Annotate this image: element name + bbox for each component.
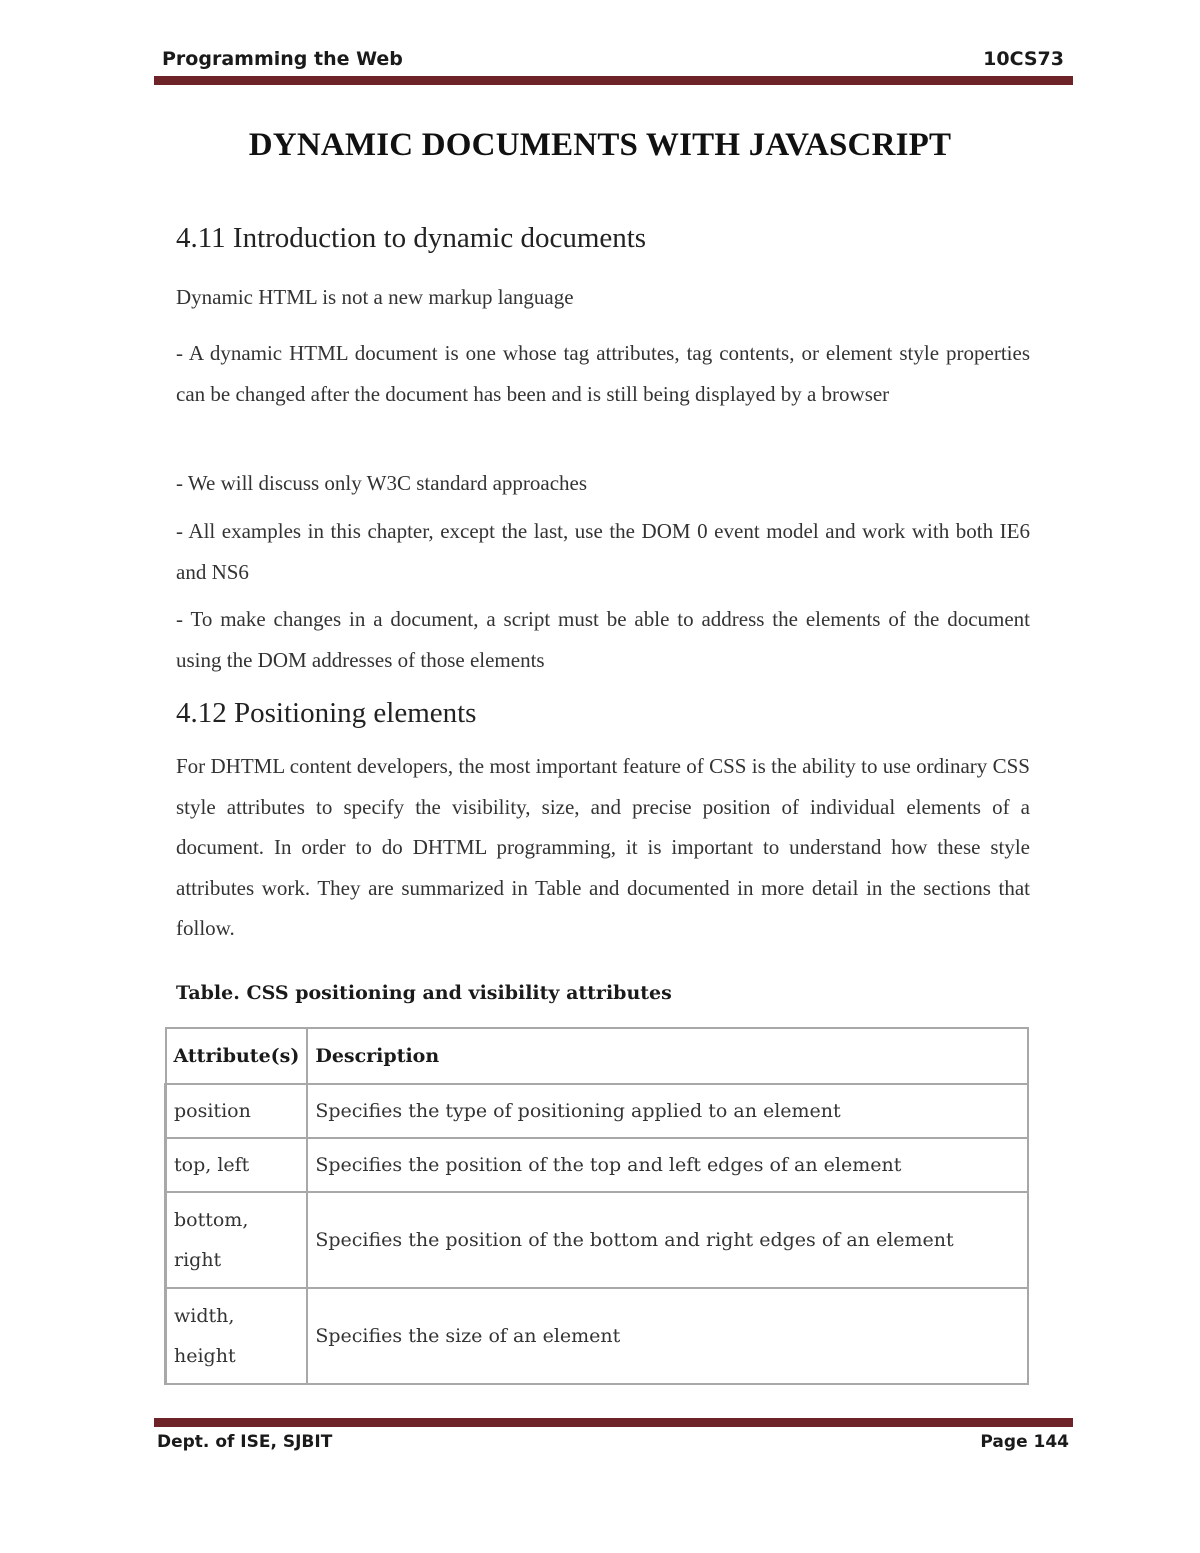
table-row <box>166 1288 1029 1384</box>
table-row <box>166 1192 1029 1288</box>
table-caption: Table. CSS positioning and visibility attributes <box>176 982 672 1004</box>
page-header <box>162 48 1070 74</box>
footer-rule <box>154 1418 1073 1427</box>
intro-lead-text: Dynamic HTML is not a new markup language <box>176 285 574 309</box>
header-rule <box>154 76 1073 85</box>
positioning-paragraph: For DHTML content developers, the most important feature of CSS is the ability to use ordinary CSS style attributes to specify the visibility, size, and precise position of individual elements of a document. In order to do DHTML programming, it is important to understand how these style attributes work. They are summarized in Table and documented in more detail in the sections that follow. <box>176 754 1030 940</box>
attribute-name: right <box>174 1249 222 1271</box>
attribute-cell <box>166 1084 308 1138</box>
section-heading-positioning: 4.12 Positioning elements <box>176 697 477 729</box>
page-number: Page 144 <box>980 1432 1069 1452</box>
attribute-name: position <box>174 1100 251 1122</box>
attribute-name: height <box>174 1345 236 1367</box>
document-title: DYNAMIC DOCUMENTS WITH JAVASCRIPT <box>248 127 952 163</box>
description-cell: Specifies the position of the bottom and right edges of an element <box>307 1192 1028 1288</box>
table-header-row <box>166 1028 1029 1084</box>
page-footer <box>157 1432 1069 1458</box>
attribute-cell <box>166 1192 308 1288</box>
department-label: Dept. of ISE, SJBIT <box>157 1432 333 1452</box>
section-heading-intro: 4.11 Introduction to dynamic documents <box>176 222 647 254</box>
column-header-description: Description <box>307 1028 1028 1084</box>
course-code: 10CS73 <box>983 48 1064 70</box>
bullet-item: - A dynamic HTML document is one whose tag attributes, tag contents, or element style properties can be changed after the document has been and is still being displayed by a browser <box>176 341 1030 406</box>
bullet-item: - We will discuss only W3C standard approaches <box>176 471 588 495</box>
attribute-cell <box>166 1138 308 1192</box>
bullet-item: - To make changes in a document, a script must be able to address the elements of the document using the DOM addresses of those elements <box>176 607 1030 672</box>
attribute-name: top, left <box>174 1154 250 1176</box>
attribute-cell <box>166 1288 308 1384</box>
css-attributes-table <box>164 1027 1029 1385</box>
table-row <box>166 1084 1029 1138</box>
column-header-attribute: Attribute(s) <box>166 1028 308 1084</box>
course-title: Programming the Web <box>162 48 403 70</box>
description-cell: Specifies the type of positioning applied to an element <box>307 1084 1028 1138</box>
description-cell: Specifies the size of an element <box>307 1288 1028 1384</box>
bullet-item: - All examples in this chapter, except the last, use the DOM 0 event model and work with both IE6 and NS6 <box>176 519 1030 584</box>
attribute-name: bottom, <box>174 1209 249 1231</box>
table-row <box>166 1138 1029 1192</box>
description-cell: Specifies the position of the top and left edges of an element <box>307 1138 1028 1192</box>
attribute-name: width, <box>174 1305 235 1327</box>
